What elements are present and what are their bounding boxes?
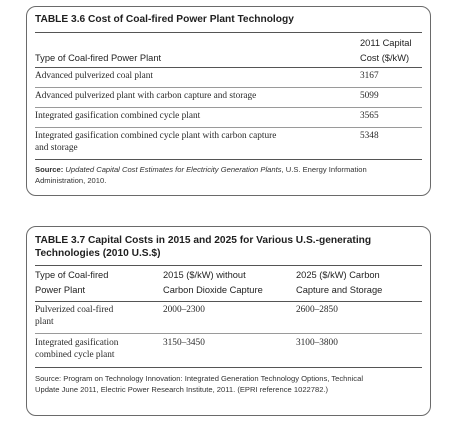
row-divider <box>35 127 422 128</box>
row-divider <box>35 107 422 108</box>
divider <box>35 301 422 302</box>
table-row-cost: 5348 <box>360 131 379 141</box>
table-row-cost-2015: 3150–3450 <box>163 338 205 348</box>
table-row-type: Integrated gasification combined cycle plant <box>35 111 201 121</box>
table-row-type-line1: Integrated gasification combined cycle plant with carbon capture <box>35 131 277 141</box>
divider <box>35 367 422 368</box>
table-title-line1: TABLE 3.7 Capital Costs in 2015 and 2025 for Various U.S.-generating <box>35 235 372 246</box>
column-header-type-line1: Type of Coal-fired <box>35 270 109 280</box>
table-row-type: Advanced pulverized plant with carbon capture and storage <box>35 91 257 101</box>
source-title: Updated Capital Cost Estimates for Electricity Generation Plants <box>65 165 282 174</box>
table-title-line2: Technologies (2010 U.S.$) <box>35 248 161 259</box>
table-source-line2: Administration, 2010. <box>35 176 107 185</box>
table-row-cost: 3565 <box>360 111 379 121</box>
table-title: TABLE 3.6 Cost of Coal-fired Power Plant Technology <box>35 14 294 25</box>
table-source <box>35 165 422 175</box>
table-row-type-line2: and storage <box>35 143 78 153</box>
divider <box>35 32 422 33</box>
row-divider <box>35 333 422 334</box>
divider <box>35 159 422 160</box>
row-divider <box>35 87 422 88</box>
divider <box>35 67 422 68</box>
column-header-type-line2: Power Plant <box>35 285 86 295</box>
table-source-line1: Source: Program on Technology Innovation: Integrated Generation Technology Options, Technical <box>35 374 364 383</box>
table-row-cost: 3167 <box>360 71 379 81</box>
divider <box>35 265 422 266</box>
table-source-line2: Update June 2011, Electric Power Research Institute, 2011. (EPRI reference 1022782.) <box>35 385 329 394</box>
column-header-2025-line1: 2025 ($/kW) Carbon <box>296 270 380 280</box>
table-3-6 <box>26 6 431 196</box>
column-header-type: Type of Coal-fired Power Plant <box>35 53 162 63</box>
source-publisher: , U.S. Energy Information <box>281 165 367 174</box>
column-header-cost-line1: 2011 Capital <box>360 38 412 48</box>
column-header-2015-line2: Carbon Dioxide Capture <box>163 285 263 295</box>
source-label: Source: <box>35 165 66 174</box>
table-row-type: Advanced pulverized coal plant <box>35 71 153 81</box>
table-row-cost-2025: 2600–2850 <box>296 305 338 315</box>
table-row-cost: 5099 <box>360 91 379 101</box>
table-row-type-line1: Integrated gasification <box>35 338 119 348</box>
table-row-type-line2: plant <box>35 317 54 327</box>
table-3-7 <box>26 226 431 416</box>
table-row-cost-2015: 2000–2300 <box>163 305 205 315</box>
table-row-cost-2025: 3100–3800 <box>296 338 338 348</box>
column-header-2015-line1: 2015 ($/kW) without <box>163 270 246 280</box>
table-row-type-line1: Pulverized coal-fired <box>35 305 114 315</box>
table-row-type-line2: combined cycle plant <box>35 350 115 360</box>
column-header-2025-line2: Capture and Storage <box>296 285 383 295</box>
column-header-cost-line2: Cost ($/kW) <box>360 53 410 63</box>
